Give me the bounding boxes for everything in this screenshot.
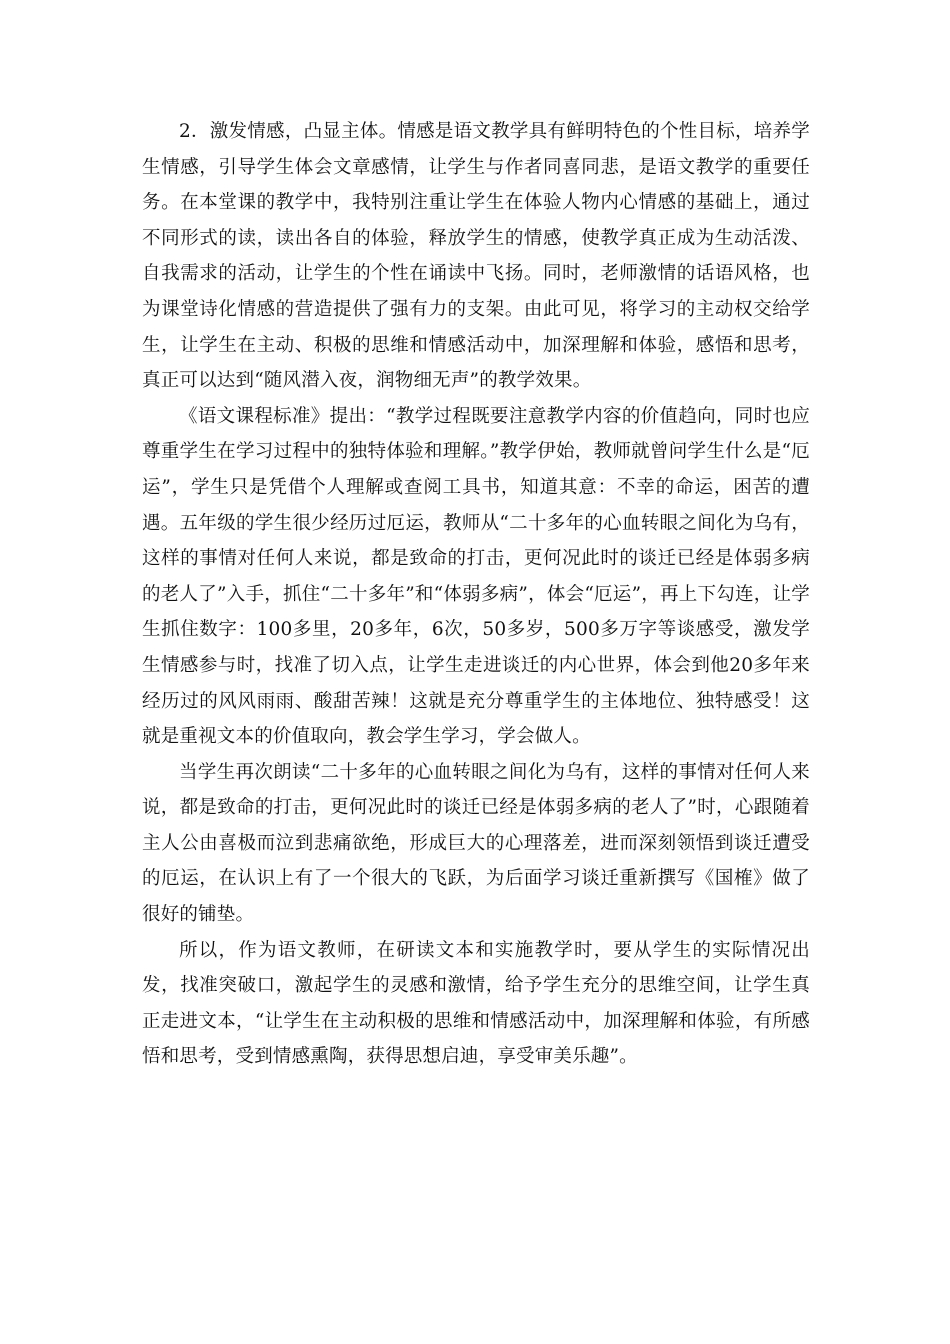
- document-body: [142, 114, 810, 1075]
- paragraph-3: 当学生再次朗读“二十多年的心血转眼之间化为乌有，这样的事情对任何人来说，都是致命的打击，更何况此时的谈迁已经是体弱多病的老人了”时，心跟随着主人公由喜极而泣到悲痛欲绝，形成巨大的心理落差，进而深刻领悟到谈迁遭受的厄运，在认识上有了一个很大的飞跃，为后面学习谈迁重新撰写《国榷》做了很好的铺垫。: [142, 761, 810, 926]
- paragraph-2: 《语文课程标准》提出：“教学过程既要注意教学内容的价值趋向，同时也应尊重学生在学习过程中的独特体验和理解。”教学伊始，教师就曾问学生什么是“厄运”，学生只是凭借个人理解或查阅工具书，知道其意：不幸的命运，困苦的遭遇。五年级的学生很少经历过厄运，教师从“二十多年的心血转眼之间化为乌有，这样的事情对任何人来说，都是致命的打击，更何况此时的谈迁已经是体弱多病的老人了”入手，抓住“二十多年”和“体弱多病”，体会“厄运”，再上下勾连，让学生抓住数字：100多里，20多年，6次，50多岁，500多万字等谈感受，激发学生情感参与时，找准了切入点，让学生走进谈迁的内心世界，体会到他20多年来经历过的风风雨雨、酸甜苦辣！这就是充分尊重学生的主体地位、独特感受！这就是重视文本的价值取向，教会学生学习，学会做人。: [142, 405, 810, 748]
- paragraph-4: 所以，作为语文教师，在研读文本和实施教学时，要从学生的实际情况出发，找准突破口，激起学生的灵感和激情，给予学生充分的思维空间，让学生真正走进文本，“让学生在主动积极的思维和情感活动中，加深理解和体验，有所感悟和思考，受到情感熏陶，获得思想启迪，享受审美乐趣”。: [142, 939, 810, 1068]
- paragraph-1: 2．激发情感，凸显主体。情感是语文教学具有鲜明特色的个性目标，培养学生情感，引导学生体会文章感情，让学生与作者同喜同悲，是语文教学的重要任务。在本堂课的教学中，我特别注重让学生在体验人物内心情感的基础上，通过不同形式的读，读出各自的体验，释放学生的情感，使教学真正成为生动活泼、自我需求的活动，让学生的个性在诵读中飞扬。同时，老师激情的话语风格，也为课堂诗化情感的营造提供了强有力的支架。由此可见，将学习的主动权交给学生，让学生在主动、积极的思维和情感活动中，加深理解和体验，感悟和思考，真正可以达到“随风潜入夜，润物细无声”的教学效果。: [142, 121, 810, 392]
